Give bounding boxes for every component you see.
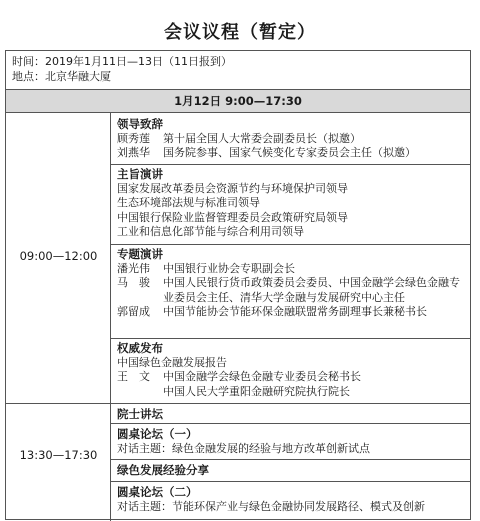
list-item: 工业和信息化部节能与综合利用司领导 [117, 225, 304, 239]
afternoon-time: 13:30—17:30 [19, 448, 98, 462]
page-title: 会议议程（暂定） [164, 22, 316, 43]
roundtable-topic: 对话主题：绿色金融发展的经验与地方改革创新试点 [117, 441, 370, 455]
block-release [117, 341, 467, 399]
list-item: 中国绿色金融发展报告 [117, 355, 227, 369]
speaker-row [117, 305, 467, 320]
speaker-name: 潘光伟 [117, 261, 150, 275]
divider [111, 423, 470, 424]
block-academician-forum [117, 407, 467, 422]
list-item: 国家发展改革委员会资源节约与环境保护司领导 [117, 181, 348, 195]
speaker-role: 中国金融学会绿色金融专业委员会秘书长 [163, 370, 361, 384]
block-header: 圆桌论坛（二） [117, 485, 198, 499]
divider [111, 338, 470, 339]
meeting-info [12, 54, 232, 84]
meeting-location: 地点：北京华融大厦 [12, 70, 111, 83]
speaker-role: 国务院参事、国家气候变化专家委员会主任（拟邀） [163, 146, 416, 160]
block-leader-speech [117, 117, 467, 161]
block-header: 院士讲坛 [117, 407, 163, 421]
speaker-role-continued: 中国人民大学重阳金融研究院执行院长 [163, 384, 350, 398]
agenda-table [5, 50, 471, 520]
day-header: 1月12日 9:00—17:30 [6, 89, 470, 113]
speaker-name: 郭留成 [117, 305, 150, 319]
block-roundtable-1 [117, 427, 467, 456]
divider [111, 481, 470, 482]
speaker-name: 马 骏 [117, 276, 150, 290]
morning-time: 09:00—12:00 [19, 249, 98, 263]
speaker-role: 第十届全国人大常委会副委员长（拟邀） [163, 131, 361, 145]
speaker-name: 顾秀莲 [117, 131, 150, 145]
block-roundtable-2 [117, 485, 467, 514]
speaker-row [117, 132, 467, 147]
speaker-role: 中国银行业协会专职副会长 [163, 261, 295, 275]
divider [111, 164, 470, 165]
divider [111, 459, 470, 460]
speaker-row [117, 262, 467, 277]
block-header: 圆桌论坛（一） [117, 427, 198, 441]
block-topic-speech [117, 247, 467, 320]
speaker-name: 刘燕华 [117, 146, 150, 160]
list-item: 中国银行保险业监督管理委员会政策研究局领导 [117, 210, 348, 224]
speaker-row [117, 370, 467, 385]
roundtable-topic: 对话主题：节能环保产业与绿色金融协同发展路径、模式及创新 [117, 499, 425, 513]
speaker-name: 王 文 [117, 370, 150, 384]
block-header: 权威发布 [117, 341, 163, 355]
block-header: 专题演讲 [117, 247, 163, 261]
speaker-role: 中国人民银行货币政策委员会委员、中国金融学会绿色金融专业委员会主任、清华大学金融与发展研究中心主任 [163, 276, 460, 304]
speaker-role: 中国节能协会节能环保金融联盟常务副理事长兼秘书长 [163, 305, 427, 319]
speaker-row [117, 276, 467, 305]
block-header: 领导致辞 [117, 117, 163, 131]
block-header: 主旨演讲 [117, 167, 163, 181]
divider [111, 244, 470, 245]
speaker-row [117, 146, 467, 161]
block-green-experience [117, 463, 467, 478]
block-header: 绿色发展经验分享 [117, 463, 209, 477]
list-item: 生态环境部法规与标准司领导 [117, 196, 260, 210]
session-divider [6, 403, 470, 404]
meeting-time: 时间：2019年1月11日—13日（11日报到） [12, 55, 232, 68]
block-keynote [117, 167, 467, 240]
